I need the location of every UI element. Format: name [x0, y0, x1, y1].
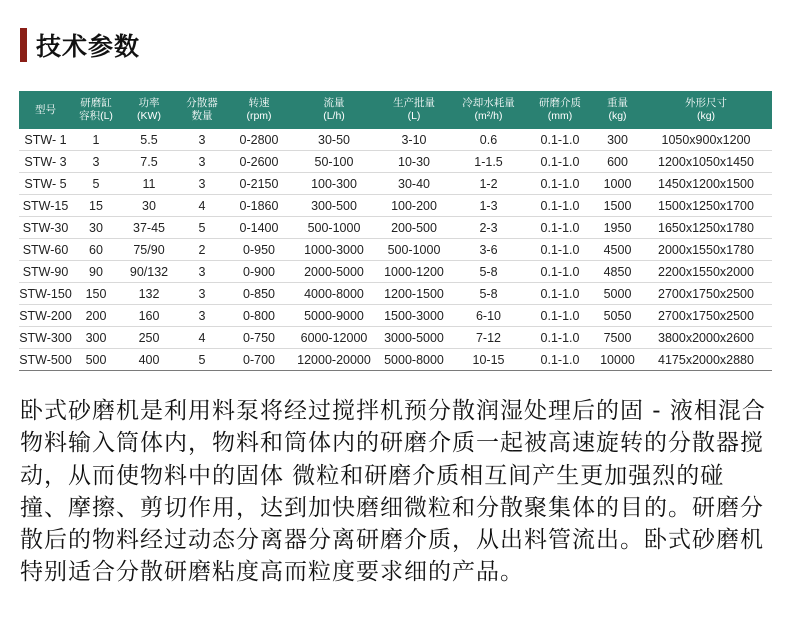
table-cell: 0-950 [226, 239, 292, 261]
column-header [19, 91, 72, 129]
table-cell: STW- 3 [19, 151, 72, 173]
column-header-line1: 分散器 [186, 97, 218, 109]
table-cell: 75/90 [120, 239, 178, 261]
table-cell: 0.1-1.0 [525, 305, 595, 327]
column-header [595, 91, 640, 129]
table-cell: 0.1-1.0 [525, 151, 595, 173]
table-cell: 1200-1500 [376, 283, 452, 305]
table-cell: 5000-9000 [292, 305, 376, 327]
table-cell: 4000-8000 [292, 283, 376, 305]
column-header-line1: 功率 [138, 97, 160, 109]
column-header [525, 91, 595, 129]
table-cell: STW-150 [19, 283, 72, 305]
table-cell: 3-10 [376, 129, 452, 151]
column-header-line2: (L/h) [323, 110, 345, 122]
table-cell: 2000x1550x1780 [640, 239, 772, 261]
table-cell: 500-1000 [376, 239, 452, 261]
table-cell: 5-8 [452, 283, 525, 305]
table-cell: 7.5 [120, 151, 178, 173]
table-cell: 4 [178, 327, 226, 349]
column-header-line1: 重量 [607, 97, 628, 109]
table-cell: 3 [178, 261, 226, 283]
table-cell: 2-3 [452, 217, 525, 239]
table-cell: 10-30 [376, 151, 452, 173]
table-row [19, 305, 772, 327]
column-header [640, 91, 772, 129]
table-cell: 500-1000 [292, 217, 376, 239]
column-header-line2: 容积(L) [79, 110, 113, 122]
table-cell: 0-850 [226, 283, 292, 305]
spec-table [19, 91, 772, 371]
column-header [452, 91, 525, 129]
table-cell: 300-500 [292, 195, 376, 217]
table-cell: STW-15 [19, 195, 72, 217]
table-cell: 7500 [595, 327, 640, 349]
section-header [20, 27, 140, 63]
column-header [226, 91, 292, 129]
table-cell: 4500 [595, 239, 640, 261]
table-cell: 50-100 [292, 151, 376, 173]
column-header-line1: 研磨缸 [80, 97, 112, 109]
column-header-line1: 流量 [323, 97, 345, 109]
table-cell: 2000-5000 [292, 261, 376, 283]
table-cell: STW-90 [19, 261, 72, 283]
table-row [19, 195, 772, 217]
table-cell: 500 [72, 349, 120, 371]
table-cell: 0.1-1.0 [525, 261, 595, 283]
table-cell: 300 [595, 129, 640, 151]
table-cell: 1000 [595, 173, 640, 195]
table-cell: STW-500 [19, 349, 72, 371]
table-cell: 1500-3000 [376, 305, 452, 327]
table-cell: 2 [178, 239, 226, 261]
table-cell: STW- 5 [19, 173, 72, 195]
table-cell: 400 [120, 349, 178, 371]
table-cell: 11 [120, 173, 178, 195]
table-cell: 5000-8000 [376, 349, 452, 371]
table-cell: 3800x2000x2600 [640, 327, 772, 349]
table-row [19, 173, 772, 195]
table-cell: 5050 [595, 305, 640, 327]
table-cell: 4 [178, 195, 226, 217]
table-cell: 132 [120, 283, 178, 305]
table-cell: STW-30 [19, 217, 72, 239]
table-cell: 0.6 [452, 129, 525, 151]
column-header [376, 91, 452, 129]
table-cell: 0-1860 [226, 195, 292, 217]
table-cell: 6-10 [452, 305, 525, 327]
table-cell: 30 [120, 195, 178, 217]
table-cell: STW-60 [19, 239, 72, 261]
table-row [19, 327, 772, 349]
column-header-line2: 数量 [191, 110, 213, 122]
table-cell: 1050x900x1200 [640, 129, 772, 151]
table-cell: 6000-12000 [292, 327, 376, 349]
table-cell: 5000 [595, 283, 640, 305]
table-cell: 30-40 [376, 173, 452, 195]
table-cell: 1-3 [452, 195, 525, 217]
table-cell: 10-15 [452, 349, 525, 371]
table-cell: 1500x1250x1700 [640, 195, 772, 217]
column-header [292, 91, 376, 129]
section-accent-bar [20, 28, 27, 62]
table-cell: STW-200 [19, 305, 72, 327]
table-cell: 1000-3000 [292, 239, 376, 261]
table-cell: 0-800 [226, 305, 292, 327]
table-cell: 3 [72, 151, 120, 173]
column-header [120, 91, 178, 129]
table-cell: 250 [120, 327, 178, 349]
table-row [19, 239, 772, 261]
table-cell: 0.1-1.0 [525, 283, 595, 305]
table-cell: 3 [178, 129, 226, 151]
table-cell: 4175x2000x2880 [640, 349, 772, 371]
table-cell: 100-200 [376, 195, 452, 217]
table-cell: 1-1.5 [452, 151, 525, 173]
table-cell: 0.1-1.0 [525, 129, 595, 151]
table-cell: 5 [178, 349, 226, 371]
table-cell: 0.1-1.0 [525, 349, 595, 371]
column-header-line2: (kg) [696, 110, 716, 122]
column-header [72, 91, 120, 129]
column-header-line2: (KW) [137, 110, 161, 122]
column-header-line1: 转速 [248, 97, 270, 109]
table-cell: 3-6 [452, 239, 525, 261]
table-cell: 10000 [595, 349, 640, 371]
column-header-line1: 型号 [35, 103, 56, 116]
table-cell: 5 [72, 173, 120, 195]
table-cell: 30 [72, 217, 120, 239]
section-title: 技术参数 [36, 32, 141, 61]
table-cell: 160 [120, 305, 178, 327]
table-body [19, 129, 772, 371]
table-cell: 2700x1750x2500 [640, 283, 772, 305]
table-cell: 1450x1200x1500 [640, 173, 772, 195]
table-row [19, 261, 772, 283]
table-cell: 1950 [595, 217, 640, 239]
column-header-line2: (L) [407, 110, 421, 122]
table-cell: 0.1-1.0 [525, 217, 595, 239]
table-cell: 2200x1550x2000 [640, 261, 772, 283]
table-cell: 200-500 [376, 217, 452, 239]
table-cell: 60 [72, 239, 120, 261]
table-cell: 1200x1050x1450 [640, 151, 772, 173]
table-row [19, 283, 772, 305]
table-cell: 600 [595, 151, 640, 173]
table-cell: 15 [72, 195, 120, 217]
table-cell: 2700x1750x2500 [640, 305, 772, 327]
column-header-line2: (m²/h) [474, 110, 503, 122]
table-cell: 7-12 [452, 327, 525, 349]
table-cell: 5 [178, 217, 226, 239]
table-cell: 100-300 [292, 173, 376, 195]
table-row [19, 349, 772, 371]
table-cell: 0-2600 [226, 151, 292, 173]
column-header-line2: (mm) [547, 110, 573, 122]
table-cell: 4850 [595, 261, 640, 283]
table-cell: 3 [178, 173, 226, 195]
table-cell: 3 [178, 305, 226, 327]
table-cell: 300 [72, 327, 120, 349]
table-cell: 0-2150 [226, 173, 292, 195]
table-cell: 1 [72, 129, 120, 151]
column-header [178, 91, 226, 129]
table-row [19, 129, 772, 151]
table-cell: 12000-20000 [292, 349, 376, 371]
table-cell: 90/132 [120, 261, 178, 283]
table-cell: STW-300 [19, 327, 72, 349]
table-cell: 0.1-1.0 [525, 327, 595, 349]
table-row [19, 217, 772, 239]
table-cell: 0-700 [226, 349, 292, 371]
table-cell: 90 [72, 261, 120, 283]
table-cell: 1000-1200 [376, 261, 452, 283]
table-cell: 5.5 [120, 129, 178, 151]
table-cell: 0-2800 [226, 129, 292, 151]
table-cell: 0-750 [226, 327, 292, 349]
description-paragraph: 卧式砂磨机是利用料泵将经过搅拌机预分散润湿处理后的固 - 液相混合物料输入筒体内，物料和筒体内的研磨介质一起被高速旋转的分散器搅动，从而使物料中的固体 微粒和研磨介质相互间产生更加强烈的碰撞、摩擦、剪切作用，达到加快磨细微粒和分散聚集体的目的。研磨分散后的物料经过动态分离器分离研磨介质，从出料管流出。卧式砂磨机特别适合分散研磨粘度高而粒度要求细的产品。 [20, 398, 766, 586]
table-cell: 1650x1250x1780 [640, 217, 772, 239]
table-cell: STW- 1 [19, 129, 72, 151]
table-header-row [19, 91, 772, 129]
table-cell: 150 [72, 283, 120, 305]
table-cell: 0.1-1.0 [525, 173, 595, 195]
table-cell: 5-8 [452, 261, 525, 283]
table-row [19, 151, 772, 173]
table-cell: 1-2 [452, 173, 525, 195]
column-header-line1: 冷却水耗量 [462, 97, 515, 109]
table-cell: 37-45 [120, 217, 178, 239]
table-cell: 1500 [595, 195, 640, 217]
table-cell: 0.1-1.0 [525, 239, 595, 261]
table-cell: 0-900 [226, 261, 292, 283]
table-cell: 0.1-1.0 [525, 195, 595, 217]
column-header-line1: 研磨介质 [539, 97, 581, 109]
table-cell: 200 [72, 305, 120, 327]
table-cell: 30-50 [292, 129, 376, 151]
table-cell: 0-1400 [226, 217, 292, 239]
column-header-line1: 生产批量 [393, 97, 435, 109]
table-cell: 3 [178, 283, 226, 305]
table-cell: 3 [178, 151, 226, 173]
column-header-line2: (rpm) [246, 110, 272, 122]
table-cell: 3000-5000 [376, 327, 452, 349]
column-header-line1: 外形尺寸 [685, 97, 727, 109]
column-header-line2: (kg) [608, 110, 627, 122]
